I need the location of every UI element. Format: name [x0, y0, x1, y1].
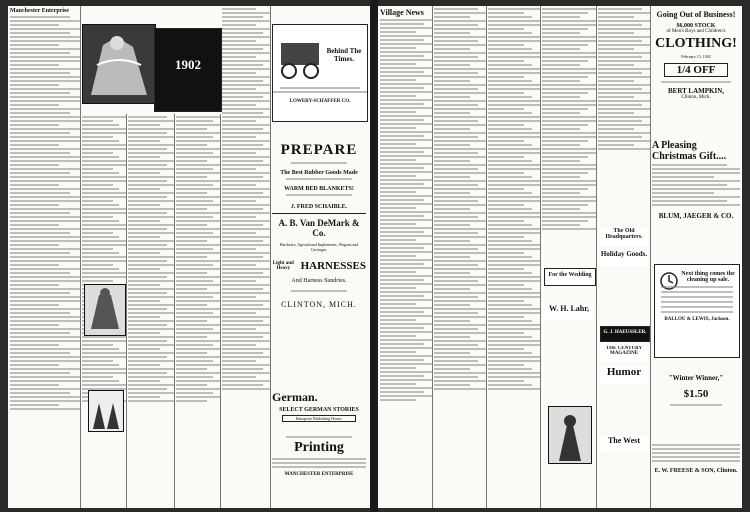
- behind-firm: LOWERY-SCHAFFER CO.: [289, 99, 351, 104]
- behind-text: Behind The Times.: [326, 47, 362, 63]
- freese-ad: [652, 442, 740, 500]
- closing-stock: $6,000 STOCK: [676, 23, 716, 29]
- cleaning-title: Next thing comes the cleaning up sale.: [681, 271, 735, 283]
- left-column-5: [222, 6, 271, 508]
- right-column-2: [434, 6, 487, 508]
- cart-illustration: [277, 29, 323, 81]
- closing-date: February 15, 1902: [681, 54, 711, 59]
- humor-ad: Humor: [600, 366, 648, 384]
- illustration-figure: [82, 24, 156, 104]
- gift-firm: BLUM, JAEGER & CO.: [658, 212, 734, 220]
- west-ad: The West: [600, 436, 648, 452]
- bed-blankets: WARM BED BLANKETS!: [284, 186, 354, 192]
- right-page: [378, 6, 742, 508]
- german-ad: [272, 390, 366, 430]
- printing-word: Printing: [294, 440, 344, 455]
- left-page: [8, 6, 370, 508]
- harnesses: HARNESSES: [300, 260, 366, 272]
- lahr-ad: W. H. Lahr,: [544, 304, 594, 320]
- winter-winner-ad: [652, 368, 740, 434]
- closing-quarter: 1/4 OFF: [664, 63, 728, 77]
- german-stories: SELECT GERMAN STORIES: [279, 407, 359, 413]
- left-column-1: [10, 6, 81, 508]
- sundries: And Harness Sundries.: [291, 278, 347, 284]
- closing-merchant: BERT LAMPKIN,: [667, 87, 725, 95]
- village-news-masthead: Village News: [380, 8, 424, 17]
- closing-sale-ad: [652, 10, 740, 136]
- winter-title: "Winter Winner,": [668, 374, 724, 382]
- prepare-ad: [272, 142, 366, 378]
- behind-the-times-ad: [272, 24, 368, 122]
- german-word: German.: [272, 390, 318, 404]
- clock-icon: [659, 271, 679, 291]
- illustration-lady: [548, 406, 592, 464]
- illustration-sketch: [84, 284, 126, 336]
- freese-firm: E. W. FREESE & SON, Clinton.: [654, 468, 738, 474]
- right-column-1: [380, 6, 433, 508]
- closing-headline: Going Out of Business!: [656, 10, 736, 19]
- wedding-ad: For the Wedding: [544, 268, 596, 286]
- left-column-4: [176, 114, 221, 508]
- closing-desc: of Men's Boys and Children's: [666, 29, 726, 34]
- christmas-gift-ad: [652, 140, 740, 258]
- holiday-goods-ad: Holiday Goods.: [600, 250, 648, 266]
- publishing-house: Enterprise Publishing House.: [282, 415, 356, 422]
- illustration-couple: [88, 390, 124, 432]
- printing-firm: MANCHESTER ENTERPRISE: [284, 472, 354, 477]
- printing-ad: [272, 434, 366, 504]
- prepare-title: PREPARE: [280, 142, 358, 158]
- clinton: CLINTON, MICH.: [281, 300, 357, 309]
- old-hq-ad: The Old Headquarters.: [600, 228, 648, 246]
- binding-gutter: [370, 0, 378, 512]
- cleaning-firm: BALLOU & LEWIS, Jackson.: [664, 317, 730, 322]
- cleaning-sale-ad: [654, 264, 740, 358]
- holiday-banner: 1902: [154, 28, 222, 112]
- right-column-3: [488, 6, 541, 508]
- century-ad: THE CENTURY MAGAZINE: [600, 346, 648, 362]
- haeussler-ad: G. J. HAEUSSLER.: [600, 326, 650, 342]
- masthead: Manchester Enterprise: [10, 8, 70, 14]
- closing-clothing: CLOTHING!: [655, 36, 737, 51]
- implements: Hardware, Agricultural Implements, Wagons and Carriages.: [279, 242, 359, 252]
- rubber-goods: The Best Rubber Goods Made: [280, 170, 358, 176]
- vandemark: A. B. Van DeMark & Co.: [278, 218, 360, 238]
- closing-city: Clinton, Mich.: [681, 95, 711, 100]
- schaible: J. FRED SCHAIBLE.: [290, 204, 348, 210]
- left-column-3: [128, 114, 175, 508]
- gift-title: A Pleasing Christmas Gift....: [652, 140, 727, 162]
- winter-price: $1.50: [683, 388, 709, 400]
- light-heavy: Light and Heavy: [272, 261, 294, 271]
